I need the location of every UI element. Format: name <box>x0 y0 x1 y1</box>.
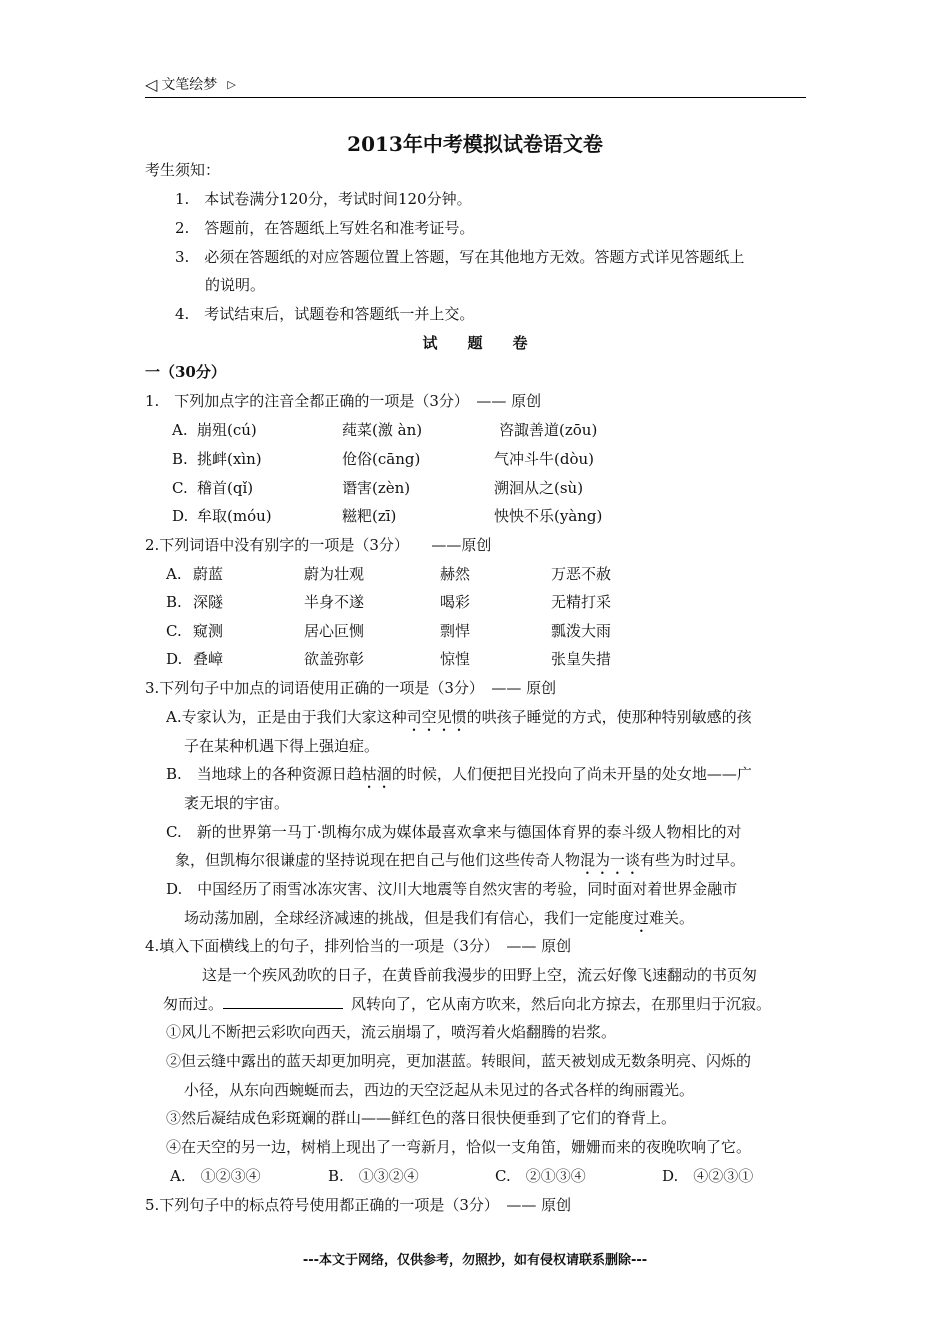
option-item: 气冲斗牛(dòu) <box>494 450 594 468</box>
text: 匆而过。 <box>163 995 224 1013</box>
option-item: 深隧 <box>193 593 224 611</box>
notice-item: 2. 答题前，在答题纸上写姓名和准考证号。 <box>175 219 475 237</box>
sentence-option: ①风儿不断把云彩吹向西天，流云崩塌了，喷泻着火焰翻腾的岩浆。 <box>166 1023 617 1041</box>
answer-choice: B. ①③②④ <box>328 1167 419 1185</box>
option-item: 万恶不赦 <box>551 565 612 583</box>
fill-blank <box>223 994 343 1009</box>
option-item: 居心叵恻 <box>304 622 365 640</box>
emphasized-word: 司空见惯 <box>406 708 467 726</box>
answer-choice: D. ④②③① <box>662 1167 754 1185</box>
option-item: 张皇失措 <box>551 650 612 668</box>
option-label: B. <box>172 450 188 468</box>
question-3-option-b <box>166 764 752 792</box>
option-item: 挑衅(xìn) <box>197 450 262 468</box>
option-label: A. <box>166 565 182 583</box>
triangle-right-icon: ▷ <box>227 77 236 91</box>
option-item: 谮害(zèn) <box>342 479 411 497</box>
option-item: 无精打采 <box>551 593 612 611</box>
option-item: 糍粑(zī) <box>342 507 397 525</box>
option-label: B. <box>166 593 182 611</box>
question-4-stem: 4.填入下面横线上的句子，排列恰当的一项是（3分） —— 原创 <box>145 937 572 955</box>
question-3-option-a <box>166 707 752 735</box>
question-3-option-d-cont <box>184 908 694 936</box>
brand-text: 文笔绘梦 <box>161 77 218 93</box>
header-divider <box>145 97 806 98</box>
text: 的时候，人们便把目光投向了尚未开垦的处女地——广 <box>391 765 752 783</box>
passage-line: 这是一个疾风劲吹的日子，在黄昏前我漫步的田野上空，流云好像飞速翻动的书页匆 <box>202 966 758 984</box>
question-3-option-d: D. 中国经历了雨雪冰冻灾害、汶川大地震等自然灾害的考验，同时面对着世界金融市 <box>166 880 738 898</box>
sentence-option-cont: 小径，从东向西蜿蜒而去，西边的天空泛起从未见过的各式各样的绚丽霞光。 <box>184 1081 695 1099</box>
option-item: 叠嶂 <box>193 650 224 668</box>
emphasized-word: 过 <box>634 909 650 927</box>
option-item: 蔚蓝 <box>193 565 224 583</box>
passage-line <box>163 994 771 1014</box>
question-5-stem: 5.下列句子中的标点符号使用都正确的一项是（3分） —— 原创 <box>145 1196 572 1214</box>
emphasized-word: 混为一谈 <box>580 851 641 869</box>
notice-item: 1. 本试卷满分120分，考试时间120分钟。 <box>175 190 472 208</box>
text: B. 当地球上的各种资源日趋 <box>166 765 362 783</box>
option-item: 牟取(móu) <box>197 507 272 525</box>
text: 难关。 <box>649 909 695 927</box>
text: 场动荡加剧，全球经济减速的挑战，但是我们有信心，我们一定能度 <box>184 909 635 927</box>
emphasized-word: 枯涸 <box>361 765 392 783</box>
answer-choice: A. ①②③④ <box>170 1167 261 1185</box>
question-3-option-c: C. 新的世界第一马丁·凯梅尔成为媒体最喜欢拿来与德国体育界的泰斗级人物相比的对 <box>166 823 742 841</box>
option-label: D. <box>166 650 183 668</box>
question-2-stem: 2.下列词语中没有别字的一项是（3分） ——原创 <box>145 536 492 554</box>
header-brand <box>145 74 236 94</box>
option-label: D. <box>172 507 189 525</box>
text: 有些为时过早。 <box>640 851 746 869</box>
option-item: 莼菜(激 àn) <box>342 421 423 439</box>
option-item: 蔚为壮观 <box>304 565 365 583</box>
option-item: 半身不遂 <box>304 593 365 611</box>
option-item: 溯洄从之(sù) <box>494 479 584 497</box>
question-1-stem: 1. 下列加点字的注音全都正确的一项是（3分） —— 原创 <box>145 392 542 410</box>
option-label: A. <box>172 421 188 439</box>
option-item: 怏怏不乐(yàng) <box>494 507 603 525</box>
text: A.专家认为，正是由于我们大家这种 <box>166 708 407 726</box>
sentence-option: ④在天空的另一边，树梢上现出了一弯新月，恰似一支角笛，姗姗而来的夜晚吹响了它。 <box>166 1138 752 1156</box>
notice-item: 的说明。 <box>205 276 266 294</box>
option-item: 惊惶 <box>440 650 471 668</box>
option-item: 伧俗(cāng) <box>342 450 421 468</box>
text: 的哄孩子睡觉的方式，使那种特别敏感的孩 <box>466 708 752 726</box>
page-title: 2013年中考模拟试卷语文卷 <box>347 132 603 156</box>
option-label: C. <box>166 622 182 640</box>
sentence-option: ②但云缝中露出的蓝天却更加明亮，更加湛蓝。转眼间，蓝天被划成无数条明亮、闪烁的 <box>166 1052 752 1070</box>
triangle-left-icon: ◁ <box>145 74 158 94</box>
option-label: C. <box>172 479 188 497</box>
option-item: 赫然 <box>440 565 471 583</box>
notice-item: 4. 考试结束后，试题卷和答题纸一并上交。 <box>175 305 475 323</box>
option-item: 咨諏善道(zōu) <box>499 421 598 439</box>
question-3-option-a-cont: 子在某种机遇下得上强迫症。 <box>184 737 380 755</box>
question-3-option-c-cont <box>175 850 745 878</box>
footer-disclaimer: ---本文于网络，仅供参考，勿照抄，如有侵权请联系删除--- <box>302 1253 648 1268</box>
section-title: 试 题 卷 <box>422 334 528 352</box>
answer-choice: C. ②①③④ <box>495 1167 586 1185</box>
option-item: 喝彩 <box>440 593 471 611</box>
option-item: 瓢泼大雨 <box>551 622 612 640</box>
text: 象，但凯梅尔很谦虚的坚持说现在把自己与他们这些传奇人物 <box>175 851 581 869</box>
text: 风转向了，它从南方吹来，然后向北方掠去，在那里归于沉寂。 <box>351 995 772 1013</box>
question-3-stem: 3.下列句子中加点的词语使用正确的一项是（3分） —— 原创 <box>145 679 557 697</box>
notice-heading: 考生须知： <box>145 161 221 179</box>
option-item: 崩殂(cú) <box>197 421 257 439</box>
option-item: 窥测 <box>193 622 224 640</box>
question-3-option-b-cont: 袤无垠的宇宙。 <box>184 794 290 812</box>
notice-item: 3. 必须在答题纸的对应答题位置上答题，写在其他地方无效。答题方式详见答题纸上 <box>175 248 745 266</box>
option-item: 剽悍 <box>440 622 471 640</box>
part-one-heading: 一（30分） <box>145 363 226 381</box>
option-item: 欲盖弥彰 <box>304 650 365 668</box>
option-item: 稽首(qǐ) <box>197 479 254 497</box>
sentence-option: ③然后凝结成色彩斑斓的群山——鲜红色的落日很快便垂到了它们的脊背上。 <box>166 1109 677 1127</box>
